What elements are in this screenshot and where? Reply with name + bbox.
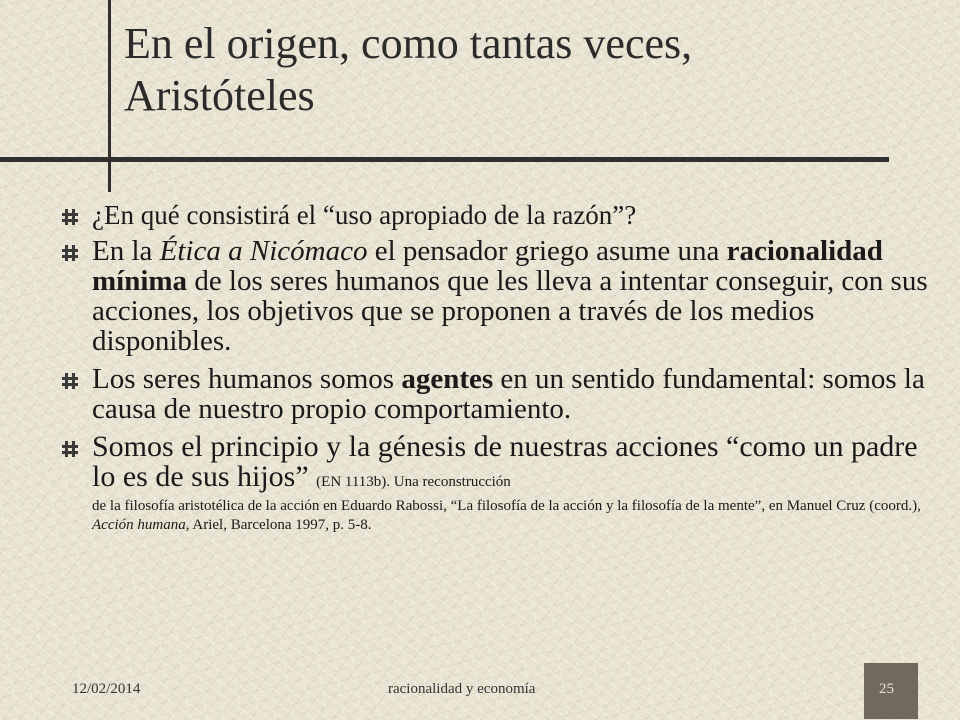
bullet-text: ¿En qué consistirá el “uso apropiado de la razón”? xyxy=(92,200,637,230)
bullet-text-main: Somos el principio y la génesis de nuestras acciones “como un padre lo es de sus hijos” xyxy=(92,430,918,493)
citation-book-title: Acción humana, xyxy=(92,517,190,533)
footer-title: racionalidad y economía xyxy=(388,681,536,697)
title-line-2: Aristóteles xyxy=(124,71,315,120)
hash-bullet-icon xyxy=(62,209,78,225)
hash-bullet-icon xyxy=(62,441,78,457)
bullet-text-pre: Los seres humanos somos xyxy=(92,363,402,395)
slide-number-box xyxy=(864,663,918,719)
slide-title xyxy=(124,18,924,122)
bullet-item-2 xyxy=(60,236,940,356)
hash-bullet-icon xyxy=(62,373,78,389)
bold-term: agentes xyxy=(401,363,494,395)
bold-term: racionalidad mínima xyxy=(92,235,883,297)
citation-text: de la filosofía aristotélica de la acción en Eduardo Rabossi, “La filosofía de la acción y la filosofía de la mente”, en Manuel Cruz (coord.), xyxy=(92,498,921,514)
title-line-1: En el origen, como tantas veces, xyxy=(124,19,693,68)
hash-bullet-icon xyxy=(62,245,78,261)
title-horizontal-rule xyxy=(0,157,889,162)
bullet-item-3 xyxy=(60,364,940,424)
citation-note xyxy=(92,497,940,535)
bullet-text-post: en un sentido fundamental: somos la causa de nuestro propio comportamiento. xyxy=(92,363,925,425)
bullet-text-mid: el pensador griego asume una xyxy=(367,235,727,267)
title-vertical-rule xyxy=(108,0,111,192)
slide-number: 25 xyxy=(879,681,894,697)
bullet-text-pre: En la xyxy=(92,235,160,267)
bullet-item-1 xyxy=(60,200,940,230)
bullet-item-4 xyxy=(60,432,940,535)
citation-end: Ariel, Barcelona 1997, p. 5-8. xyxy=(189,517,372,533)
bullet-list xyxy=(60,200,940,543)
book-title: Ética a Nicómaco xyxy=(159,235,368,267)
bullet-text-post: de los seres humanos que les lleva a intentar conseguir, con sus acciones, los objetivos que se proponen a través de los medios disponibles. xyxy=(92,265,928,357)
footer-date: 12/02/2014 xyxy=(72,681,141,697)
citation-inline: (EN 1113b). Una reconstrucción xyxy=(316,474,511,490)
